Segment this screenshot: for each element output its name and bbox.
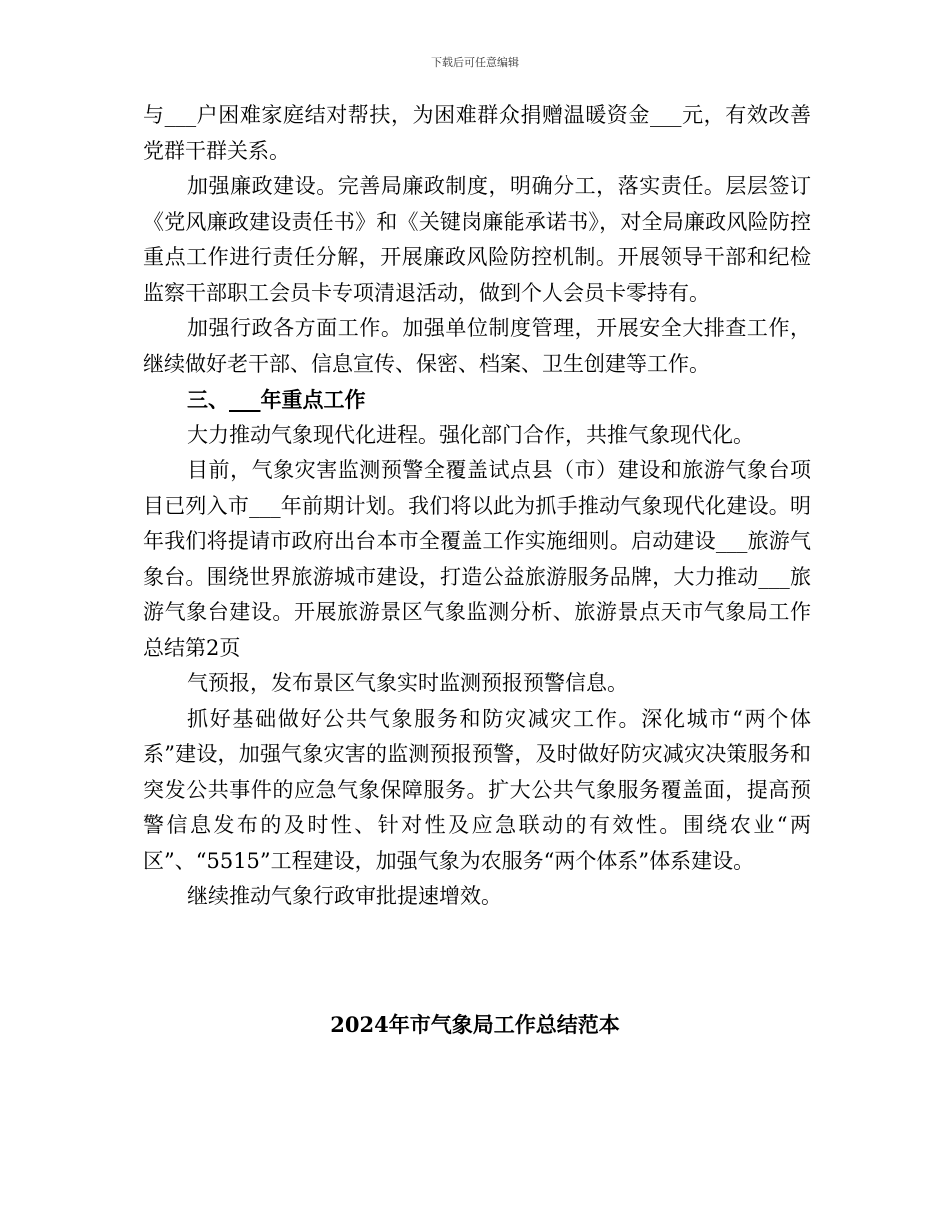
paragraph: 加强廉政建设。完善局廉政制度，明确分工，落实责任。层层签订《党风廉政建设责任书》和《关键岗廉能承诺书》，对全局廉政风险防控重点工作进行责任分解，开展廉政风险防控机制。开展领导干部和纪检监察干部职工会员卡专项清退活动，做到个人会员卡零持有。 [143, 174, 811, 305]
paragraph: 与___户困难家庭结对帮扶，为困难群众捐赠温暖资金___元，有效改善党群干群关系。 [143, 103, 811, 163]
paragraph: 气预报，发布景区气象实时监测预报预警信息。 [187, 671, 628, 695]
paragraph: 目前，气象灾害监测预警全覆盖试点县（市）建设和旅游气象台项目已列入市___年前期计划。我们将以此为抓手推动气象现代化建设。明年我们将提请市政府出台本市全覆盖工作实施细则。启动建设___旅游气象台。围绕世界旅游城市建设，打造公益旅游服务品牌，大力推动___旅游气象台建设。开展旅游景区气象监测分析、旅游景点天市气象局工作总结第2页 [143, 458, 811, 660]
paragraph: 大力推动气象现代化进程。强化部门合作，共推气象现代化。 [187, 422, 754, 447]
page-header: 下载后可任意编辑 [431, 56, 519, 69]
paragraph: 继续推动气象行政审批提速增效。 [187, 884, 502, 908]
paragraph: 抓好基础做好公共气象服务和防灾减灾工作。深化城市“两个体系”建设，加强气象灾害的监测预报预警，及时做好防灾减灾决策服务和突发公共事件的应急气象保障服务。扩大公共气象服务覆盖面，提高预警信息发布的及时性、针对性及应急联动的有效性。围绕农业“两区”、“5515”工程建设，加强气象为农服务“两个体系”体系建设。 [143, 706, 811, 873]
paragraph: 加强行政各方面工作。加强单位制度管理，开展安全大排查工作，继续做好老干部、信息宣传、保密、档案、卫生创建等工作。 [143, 316, 811, 376]
document-body [143, 98, 811, 915]
document-title: 2024年市气象局工作总结范本 [330, 1012, 620, 1037]
section-heading: 三、___年重点工作 [187, 387, 366, 412]
